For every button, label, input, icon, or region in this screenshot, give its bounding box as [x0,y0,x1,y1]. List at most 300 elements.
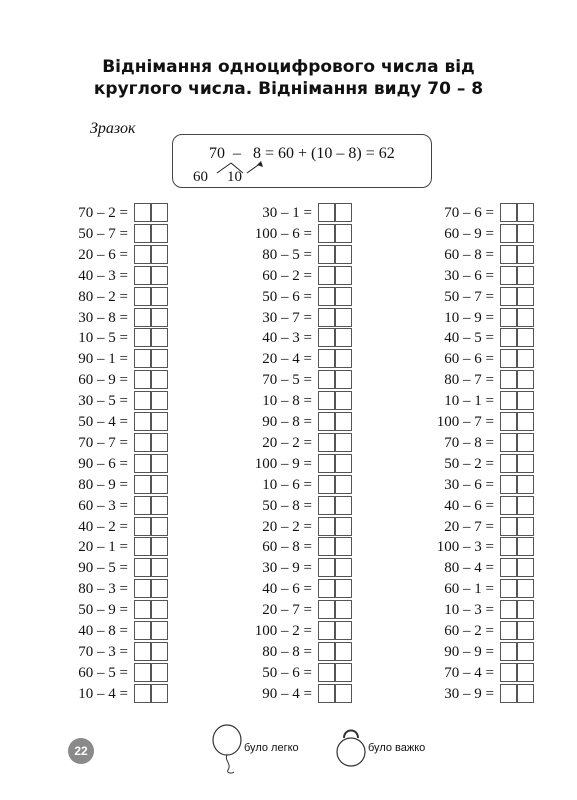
answer-box-tens[interactable] [318,579,335,598]
answer-boxes [318,308,354,327]
answer-box-units[interactable] [151,454,168,473]
answer-box-tens[interactable] [500,224,517,243]
exercise-row [0,642,200,662]
answer-box-tens[interactable] [318,224,335,243]
exercise-expression: 10 – 6 = [262,476,312,493]
answer-box-units[interactable] [151,266,168,285]
answer-box-tens[interactable] [500,684,517,703]
answer-box-units[interactable] [151,412,168,431]
answer-box-units[interactable] [151,684,168,703]
answer-box-tens[interactable] [318,642,335,661]
answer-boxes [500,558,536,577]
answer-boxes [318,621,354,640]
answer-boxes [134,391,170,410]
exercise-row [366,496,566,516]
answer-box-tens[interactable] [134,454,151,473]
exercise-row [184,224,384,244]
answer-box-units[interactable] [335,579,352,598]
answer-boxes [134,496,170,515]
answer-box-tens[interactable] [318,203,335,222]
answer-box-tens[interactable] [134,203,151,222]
answer-box-tens[interactable] [318,517,335,536]
exercise-row [0,433,200,453]
exercise-expression: 60 – 9 = [444,225,494,242]
exercise-row [0,663,200,683]
answer-boxes [500,370,536,389]
answer-box-units[interactable] [517,433,534,452]
answer-box-tens[interactable] [134,308,151,327]
exercise-row [366,224,566,244]
answer-boxes [500,579,536,598]
exercise-expression: 90 – 6 = [78,455,128,472]
exercise-row [366,349,566,369]
answer-box-tens[interactable] [318,349,335,368]
exercise-expression: 30 – 9 = [262,560,312,577]
exercise-row [0,517,200,537]
answer-box-units[interactable] [335,245,352,264]
exercise-row [184,558,384,578]
answer-boxes [134,433,170,452]
answer-boxes [318,245,354,264]
answer-box-units[interactable] [335,349,352,368]
answer-box-units[interactable] [151,370,168,389]
exercise-expression: 70 – 7 = [78,434,128,451]
title-line-1: Віднімання одноцифрового числа від [102,57,475,77]
answer-box-units[interactable] [517,642,534,661]
exercise-expression: 70 – 4 = [444,664,494,681]
exercise-row [184,621,384,641]
answer-box-tens[interactable] [318,496,335,515]
answer-boxes [500,245,536,264]
answer-box-units[interactable] [335,308,352,327]
answer-box-units[interactable] [151,537,168,556]
exercise-expression: 20 – 2 = [262,434,312,451]
exercise-row [0,349,200,369]
answer-box-units[interactable] [517,224,534,243]
exercise-expression: 70 – 3 = [78,643,128,660]
answer-box-units[interactable] [335,496,352,515]
exercise-row [366,308,566,328]
answer-boxes [134,517,170,536]
answer-box-tens[interactable] [500,433,517,452]
answer-boxes [500,642,536,661]
answer-box-tens[interactable] [500,370,517,389]
answer-box-tens[interactable] [134,558,151,577]
answer-box-units[interactable] [335,433,352,452]
answer-box-tens[interactable] [318,287,335,306]
answer-box-tens[interactable] [134,391,151,410]
answer-box-tens[interactable] [500,412,517,431]
answer-box-units[interactable] [335,663,352,682]
answer-box-tens[interactable] [318,433,335,452]
page-number: 22 [68,738,94,764]
answer-box-tens[interactable] [318,537,335,556]
answer-box-units[interactable] [517,328,534,347]
answer-boxes [134,203,170,222]
answer-boxes [500,663,536,682]
exercise-expression: 40 – 3 = [262,330,312,347]
answer-box-units[interactable] [517,245,534,264]
answer-box-units[interactable] [335,558,352,577]
answer-box-units[interactable] [517,203,534,222]
answer-boxes [318,642,354,661]
answer-box-units[interactable] [517,496,534,515]
answer-box-units[interactable] [517,517,534,536]
answer-box-units[interactable] [151,600,168,619]
exercise-row [366,663,566,683]
answer-box-tens[interactable] [134,433,151,452]
answer-boxes [500,224,536,243]
exercise-row [184,663,384,683]
answer-box-tens[interactable] [134,266,151,285]
answer-box-tens[interactable] [134,642,151,661]
answer-box-units[interactable] [517,266,534,285]
exercise-expression: 60 – 9 = [78,372,128,389]
answer-box-units[interactable] [517,537,534,556]
answer-box-tens[interactable] [318,684,335,703]
exercise-expression: 10 – 5 = [78,330,128,347]
answer-box-units[interactable] [517,621,534,640]
answer-boxes [134,537,170,556]
answer-box-units[interactable] [151,203,168,222]
exercise-expression: 50 – 8 = [262,497,312,514]
answer-boxes [500,308,536,327]
answer-boxes [318,600,354,619]
exercise-row [0,370,200,390]
answer-box-units[interactable] [517,454,534,473]
answer-box-tens[interactable] [500,517,517,536]
answer-box-tens[interactable] [134,412,151,431]
answer-boxes [134,308,170,327]
answer-box-tens[interactable] [500,663,517,682]
exercise-expression: 80 – 7 = [444,372,494,389]
answer-box-tens[interactable] [318,412,335,431]
answer-box-units[interactable] [335,517,352,536]
exercise-expression: 10 – 3 = [444,602,494,619]
answer-box-tens[interactable] [500,475,517,494]
exercise-expression: 100 – 3 = [436,539,494,556]
answer-box-tens[interactable] [134,579,151,598]
exercise-row [0,287,200,307]
exercise-row [366,642,566,662]
answer-boxes [134,349,170,368]
exercise-row [0,684,200,704]
answer-boxes [134,663,170,682]
exercise-expression: 40 – 2 = [78,518,128,535]
answer-box-tens[interactable] [134,517,151,536]
answer-box-tens[interactable] [500,642,517,661]
answer-box-units[interactable] [151,475,168,494]
exercise-expression: 30 – 7 = [262,309,312,326]
answer-boxes [500,433,536,452]
exercise-row [366,433,566,453]
answer-box-tens[interactable] [134,600,151,619]
exercise-expression: 100 – 7 = [436,414,494,430]
sample-part-2: 10 [227,169,242,185]
exercise-expression: 20 – 4 = [262,351,312,368]
answer-boxes [500,537,536,556]
answer-box-tens[interactable] [134,245,151,264]
answer-box-tens[interactable] [134,287,151,306]
exercise-row [184,496,384,516]
answer-box-tens[interactable] [500,245,517,264]
exercise-row [366,412,566,432]
exercise-expression: 60 – 1 = [444,581,494,598]
exercise-expression: 40 – 5 = [444,330,494,347]
answer-box-units[interactable] [517,475,534,494]
answer-boxes [134,328,170,347]
answer-box-tens[interactable] [500,579,517,598]
answer-box-tens[interactable] [500,537,517,556]
exercise-expression: 10 – 9 = [444,309,494,326]
answer-box-tens[interactable] [500,287,517,306]
answer-box-tens[interactable] [500,266,517,285]
exercise-row [366,517,566,537]
answer-box-tens[interactable] [500,621,517,640]
answer-boxes [318,454,354,473]
answer-box-units[interactable] [151,349,168,368]
answer-box-tens[interactable] [318,600,335,619]
answer-box-tens[interactable] [500,349,517,368]
exercise-expression: 70 – 5 = [262,372,312,389]
exercise-expression: 90 – 1 = [78,351,128,368]
answer-box-tens[interactable] [318,245,335,264]
answer-boxes [318,579,354,598]
answer-box-units[interactable] [151,621,168,640]
answer-box-tens[interactable] [318,663,335,682]
exercise-row [0,537,200,557]
exercise-row [184,245,384,265]
exercise-row [184,308,384,328]
answer-box-tens[interactable] [318,558,335,577]
exercise-row [366,287,566,307]
exercise-row [366,391,566,411]
exercise-expression: 50 – 2 = [444,455,494,472]
answer-box-tens[interactable] [500,203,517,222]
exercise-expression: 20 – 2 = [262,518,312,535]
exercise-row [184,391,384,411]
answer-boxes [318,475,354,494]
answer-box-units[interactable] [151,433,168,452]
answer-box-units[interactable] [335,475,352,494]
answer-box-units[interactable] [517,600,534,619]
exercise-expression: 30 – 8 = [78,309,128,326]
exercise-expression: 60 – 3 = [78,497,128,514]
exercise-expression: 60 – 8 = [444,246,494,263]
answer-box-units[interactable] [517,308,534,327]
answer-boxes [500,328,536,347]
answer-box-tens[interactable] [500,558,517,577]
answer-box-units[interactable] [151,308,168,327]
answer-box-units[interactable] [335,642,352,661]
exercise-expression: 30 – 6 = [444,476,494,493]
exercise-expression: 70 – 8 = [444,434,494,451]
exercise-row [0,454,200,474]
answer-box-tens[interactable] [318,308,335,327]
answer-box-tens[interactable] [318,266,335,285]
exercise-expression: 10 – 4 = [78,685,128,702]
answer-box-tens[interactable] [134,370,151,389]
answer-box-units[interactable] [335,621,352,640]
answer-box-tens[interactable] [134,621,151,640]
answer-box-units[interactable] [335,203,352,222]
sample-label: Зразок [90,120,136,137]
exercise-expression: 60 – 6 = [444,351,494,368]
answer-box-tens[interactable] [500,308,517,327]
answer-box-tens[interactable] [318,370,335,389]
exercise-row [0,245,200,265]
answer-box-tens[interactable] [318,328,335,347]
exercise-row [184,203,384,223]
answer-box-units[interactable] [335,224,352,243]
exercise-expression: 30 – 1 = [262,205,312,221]
exercise-row [184,287,384,307]
answer-box-units[interactable] [517,287,534,306]
easy-label: було легко [244,742,299,754]
title-line-2: круглого числа. Віднімання виду 70 – 8 [93,79,484,99]
answer-box-tens[interactable] [134,475,151,494]
answer-box-units[interactable] [517,684,534,703]
answer-boxes [134,266,170,285]
answer-box-units[interactable] [151,517,168,536]
answer-box-units[interactable] [517,412,534,431]
answer-box-tens[interactable] [134,537,151,556]
exercise-row [184,579,384,599]
answer-box-units[interactable] [335,454,352,473]
answer-box-units[interactable] [335,537,352,556]
answer-box-tens[interactable] [134,684,151,703]
exercise-row [0,308,200,328]
exercise-row [366,475,566,495]
answer-boxes [500,412,536,431]
exercise-expression: 80 – 8 = [262,643,312,660]
answer-box-units[interactable] [517,391,534,410]
exercise-expression: 100 – 2 = [254,623,312,639]
answer-box-tens[interactable] [500,328,517,347]
answer-box-units[interactable] [517,663,534,682]
answer-boxes [318,328,354,347]
answer-box-units[interactable] [151,579,168,598]
answer-box-tens[interactable] [500,600,517,619]
exercise-row [0,621,200,641]
answer-boxes [318,412,354,431]
answer-boxes [134,245,170,264]
answer-boxes [500,517,536,536]
answer-boxes [134,370,170,389]
answer-box-units[interactable] [151,391,168,410]
answer-box-tens[interactable] [134,328,151,347]
answer-box-units[interactable] [151,245,168,264]
answer-box-units[interactable] [335,266,352,285]
answer-box-tens[interactable] [134,349,151,368]
sample-part-1: 60 [193,169,208,185]
exercise-row [366,454,566,474]
answer-boxes [500,496,536,515]
answer-boxes [500,391,536,410]
answer-box-tens[interactable] [318,621,335,640]
answer-box-tens[interactable] [500,391,517,410]
exercise-expression: 40 – 3 = [78,267,128,284]
exercise-row [184,517,384,537]
exercise-row [184,370,384,390]
answer-box-units[interactable] [517,370,534,389]
answer-box-tens[interactable] [500,454,517,473]
balloon-icon [210,724,244,774]
answer-box-units[interactable] [335,391,352,410]
exercise-expression: 80 – 5 = [262,246,312,263]
answer-boxes [134,287,170,306]
answer-box-units[interactable] [517,558,534,577]
answer-box-units[interactable] [151,496,168,515]
answer-box-units[interactable] [335,684,352,703]
sample-box [172,134,432,188]
answer-box-units[interactable] [151,287,168,306]
answer-boxes [318,663,354,682]
exercise-row [184,475,384,495]
answer-box-tens[interactable] [318,454,335,473]
answer-box-tens[interactable] [500,496,517,515]
answer-box-units[interactable] [151,224,168,243]
exercise-expression: 20 – 6 = [78,246,128,263]
answer-boxes [134,621,170,640]
answer-boxes [134,579,170,598]
answer-box-units[interactable] [151,663,168,682]
answer-boxes [134,412,170,431]
exercise-row [0,224,200,244]
answer-box-units[interactable] [335,412,352,431]
answer-boxes [134,454,170,473]
answer-boxes [500,349,536,368]
answer-boxes [318,370,354,389]
answer-box-tens[interactable] [134,496,151,515]
answer-box-units[interactable] [335,370,352,389]
exercise-expression: 60 – 8 = [262,539,312,556]
exercise-row [184,537,384,557]
answer-boxes [318,224,354,243]
exercise-expression: 90 – 4 = [262,685,312,702]
exercise-expression: 50 – 9 = [78,602,128,619]
answer-boxes [318,537,354,556]
answer-boxes [318,391,354,410]
answer-box-units[interactable] [151,328,168,347]
exercise-row [184,454,384,474]
answer-box-units[interactable] [151,558,168,577]
exercise-row [366,579,566,599]
exercise-row [184,433,384,453]
answer-box-units[interactable] [517,349,534,368]
exercise-row [366,245,566,265]
exercise-expression: 80 – 9 = [78,476,128,493]
answer-box-units[interactable] [151,642,168,661]
answer-box-tens[interactable] [318,475,335,494]
answer-box-units[interactable] [335,328,352,347]
answer-boxes [500,684,536,703]
answer-box-units[interactable] [335,600,352,619]
answer-boxes [500,287,536,306]
answer-box-tens[interactable] [134,663,151,682]
answer-boxes [134,684,170,703]
answer-box-tens[interactable] [318,391,335,410]
answer-box-units[interactable] [335,287,352,306]
page-title [0,56,577,100]
exercise-expression: 50 – 6 = [262,664,312,681]
exercise-expression: 40 – 8 = [78,623,128,639]
exercise-expression: 50 – 6 = [262,288,312,305]
answer-box-units[interactable] [517,579,534,598]
answer-box-tens[interactable] [134,224,151,243]
answer-boxes [500,266,536,285]
exercise-expression: 90 – 8 = [262,414,312,430]
